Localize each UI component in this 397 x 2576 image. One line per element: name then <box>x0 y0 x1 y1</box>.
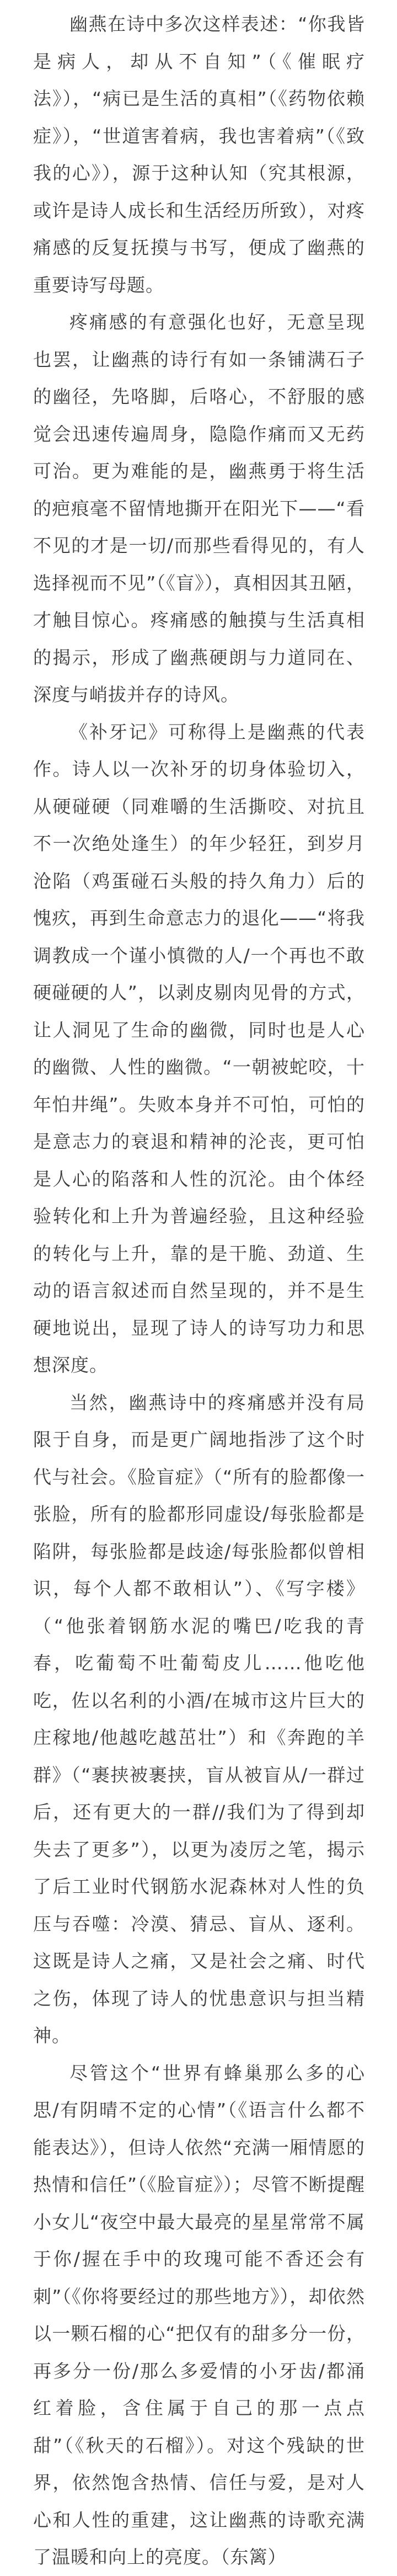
paragraph-4: 当然，幽燕诗中的疼痛感并没有局限于自身，而是更广阔地指涉了这个时代与社会。《脸盲症》（“所有的脸都像一张脸，所有的脸都形同虚设/每张脸都是陷阱，每张脸都是歧途/每张脸都似曾相识，每个人都不敢相认”）、《写字楼》（“他张着钢筋水泥的嘴巴/吃我的青春，吃葡萄不吐葡萄皮儿……他吃他吃，佐以名利的小酒/在城市这片巨大的庄稼地/他越吃越茁壮”）和《奔跑的羊群》（“裹挟被裹挟，盲从被盲从/一群过后，还有更大的一群//我们为了得到却失去了更多”），以更为凌厉之笔，揭示了后工业时代钢筋水泥森林对人性的负压与吞噬：冷漠、猜忌、盲从、逐利。这既是诗人之痛，又是社会之痛、时代之伤，体现了诗人的忧患意识与担当精神。 <box>33 1391 365 2046</box>
article-body <box>33 6 365 2576</box>
paragraph-3: 《补牙记》可称得上是幽燕的代表作。诗人以一次补牙的切身体验切入，从硬碰硬（同难嚼的生活撕咬、对抗且不一次绝处逢生）的年少轻狂，到岁月沧陷（鸡蛋碰石头般的持久角力）后的愧疚，再到生命意志力的退化——“将我调教成一个谨小慎微的人/一个再也不敢硬碰硬的人”，以剥皮剔肉见骨的方式，让人洞见了生命的幽微，同时也是人心的幽微、人性的幽微。“一朝被蛇咬，十年怕井绳”。失败本身并不可怕，可怕的是意志力的衰退和精神的沦丧，更可怕是人心的陷落和人性的沉沦。由个体经验转化和上升为普遍经验，且这种经验的转化与上升，靠的是干脆、劲道、生动的语言叙述而自然呈现的，并不是生硬地说出，显现了诗人的诗写功力和思想深度。 <box>33 721 365 1376</box>
paragraph-5: 尽管这个“世界有蜂巢那么多的心思/有阴晴不定的心情”（《语言什么都不能表达》），但诗人依然“充满一厢情愿的热情和信任”（《脸盲症》）；尽管不断提醒小女儿“夜空中最大最亮的星星常常不属于你/握在手中的玫瑰可能不香还会有刺”（《你将要经过的那些地方》），却依然以一颗石榴的心“把仅有的甜多分一份，再多分一份/那么多爱情的小牙齿/都涌红着脸，含住属于自己的那一点点甜”（《秋天的石榴》）。对这个残缺的世界，依然饱含热情、信任与爱，是对人心和人性的重建，这让幽燕的诗歌充满了温暖和向上的亮度。（东篱） <box>33 2062 365 2568</box>
paragraph-1: 幽燕在诗中多次这样表述：“你我皆是病人，却从不自知”（《催眠疗法》），“病已是生活的真相”（《药物依赖症》），“世道害着病，我也害着病”（《致我的心》），源于这种认知（究其根源，或许是诗人成长和生活经历所致），对疼痛感的反复抚摸与书写，便成了幽燕的重要诗写母题。 <box>33 13 365 296</box>
paragraph-2: 疼痛感的有意强化也好，无意呈现也罢，让幽燕的诗行有如一条铺满石子的幽径，先咯脚，后咯心，不舒服的感觉会迅速传遍周身，隐隐作痛而又无药可治。更为难能的是，幽燕勇于将生活的疤痕毫不留情地撕开在阳光下——“看不见的才是一切/而那些看得见的，有人选择视而不见”（《盲》），真相因其丑陋，才触目惊心。疼痛感的触摸与生活真相的揭示，形成了幽燕硬朗与力道同在、深度与峭拔并存的诗风。 <box>33 311 365 705</box>
